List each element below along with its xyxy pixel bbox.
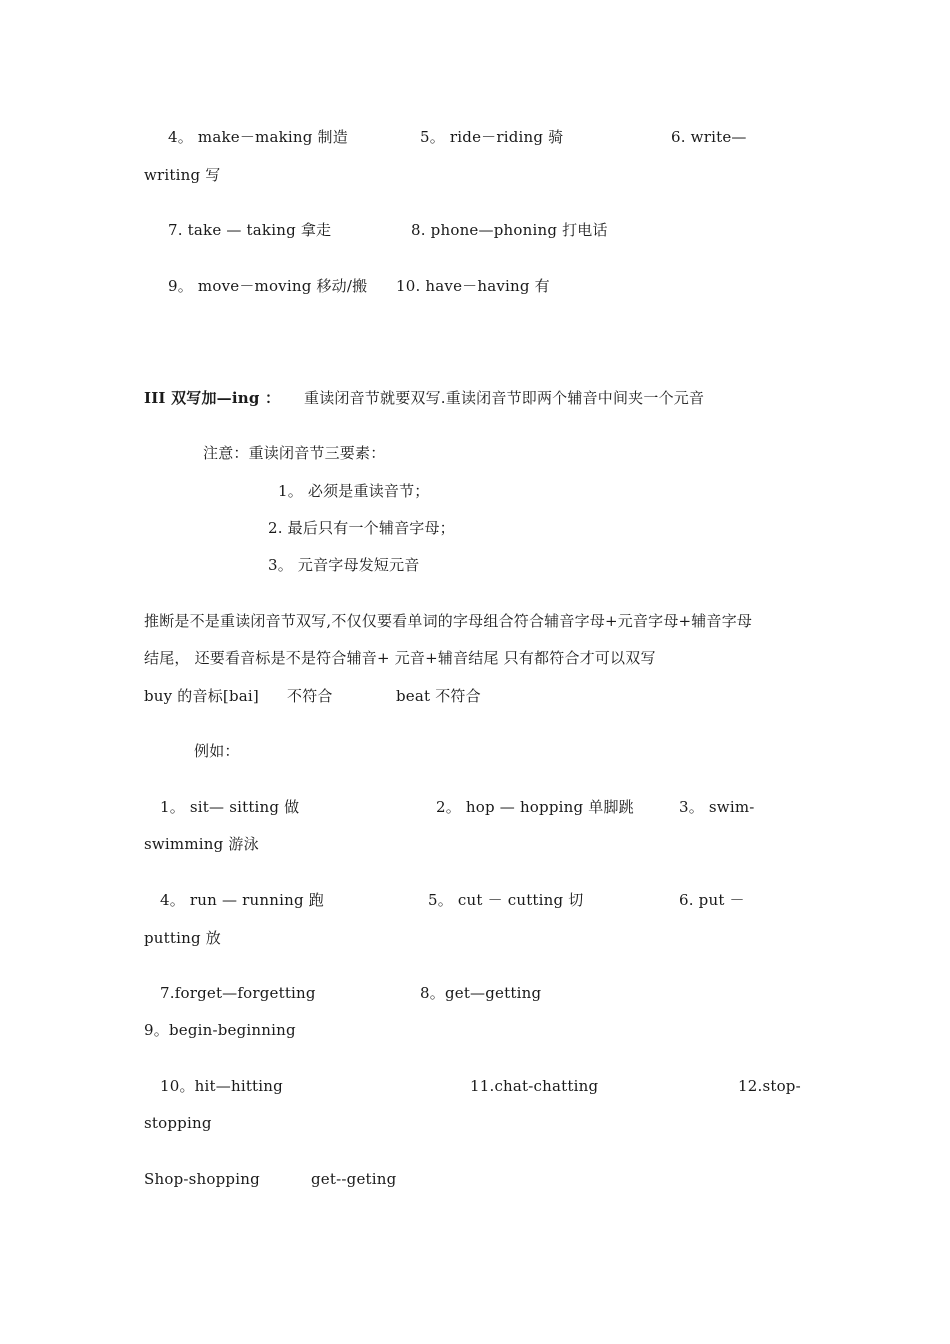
example-forget: 7.forget—forgetting	[160, 984, 316, 1002]
example-make: 4。 make－making 制造	[168, 128, 348, 146]
example-have: 10. have－having 有	[396, 277, 550, 295]
example-stop: 12.stop-	[738, 1077, 801, 1095]
example-run: 4。 run — running 跑	[160, 891, 324, 909]
section-rule: 重读闭音节就要双写.重读闭音节即两个辅音中间夹一个元音	[304, 389, 705, 407]
example-write: 6. write—	[671, 128, 747, 146]
buy-phonetic: buy 的音标[bai]	[144, 687, 259, 705]
example-move: 9。 move－moving 移动/搬	[168, 277, 368, 295]
section-heading: III 双写加—ing ：	[144, 389, 281, 407]
example-cut: 5。 cut － cutting 切	[428, 891, 584, 909]
beat-verdict: beat 不符合	[396, 687, 481, 705]
example-sit: 1。 sit— sitting 做	[160, 798, 300, 816]
note-item-2: 2. 最后只有一个辅音字母；	[268, 519, 455, 537]
example-take: 7. take — taking 拿走	[168, 221, 332, 239]
example-put: 6. put －	[679, 891, 745, 909]
example-hop: 2。 hop — hopping 单脚跳	[436, 798, 634, 816]
example-stop-cont: stopping	[144, 1114, 212, 1132]
example-hit: 10。hit—hitting	[160, 1077, 283, 1095]
paragraph-line-2: 结尾， 还要看音标是不是符合辅音+ 元音+辅音结尾 只有都符合才可以双写	[144, 649, 656, 667]
example-begin: 9。begin-beginning	[144, 1021, 296, 1039]
examples-label: 例如：	[194, 742, 240, 760]
example-ride: 5。 ride－riding 骑	[420, 128, 564, 146]
example-write-cont: writing 写	[144, 166, 221, 184]
paragraph-line-1: 推断是不是重读闭音节双写,不仅仅要看单词的字母组合符合辅音字母+元音字母+辅音字母	[144, 612, 753, 630]
buy-verdict: 不符合	[287, 687, 333, 705]
example-get: 8。get—getting	[420, 984, 542, 1002]
note-heading: 注意：重读闭音节三要素：	[203, 444, 386, 462]
example-swim-cont: swimming 游泳	[144, 835, 259, 853]
example-swim: 3。 swim-	[679, 798, 755, 816]
example-geting: get--geting	[311, 1170, 397, 1188]
example-phone: 8. phone—phoning 打电话	[411, 221, 608, 239]
note-item-1: 1。 必须是重读音节；	[278, 482, 430, 500]
example-chat: 11.chat-chatting	[470, 1077, 599, 1095]
example-put-cont: putting 放	[144, 929, 221, 947]
note-item-3: 3。 元音字母发短元音	[268, 556, 420, 574]
example-shop: Shop-shopping	[144, 1170, 260, 1188]
